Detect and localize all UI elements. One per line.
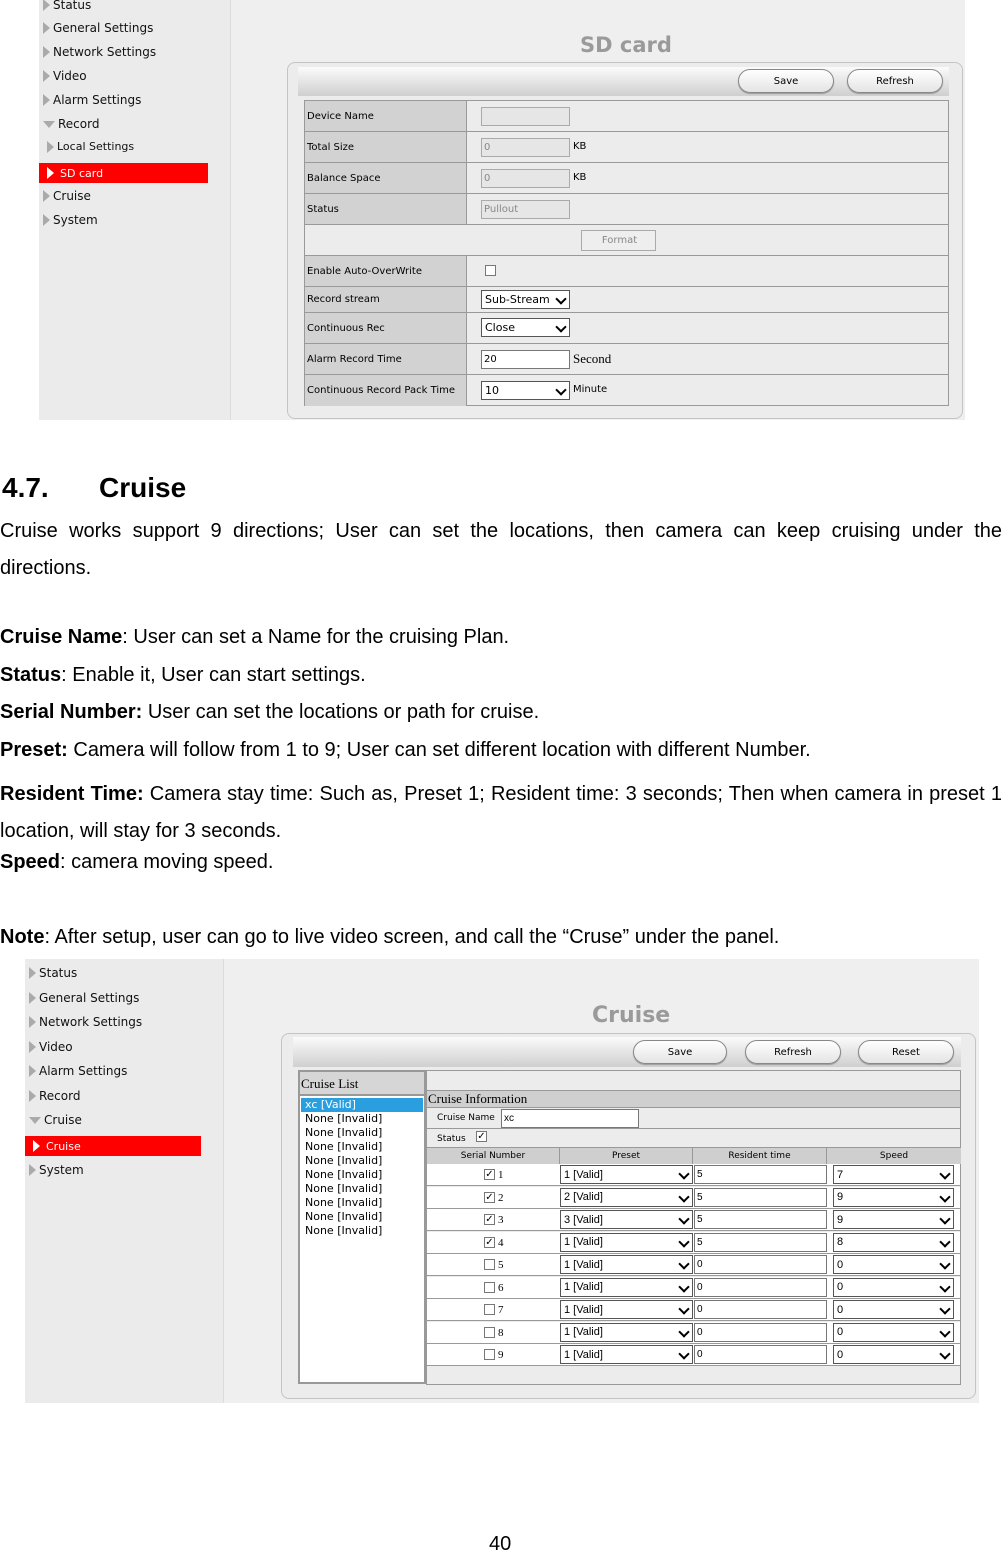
cruise-list-item[interactable]: None [Invalid] [305, 1154, 383, 1167]
term: Speed [0, 851, 61, 873]
term: Resident Time: [0, 783, 144, 805]
col-resident-time: Resident time [693, 1148, 827, 1164]
sidebar-item-record[interactable] [29, 1089, 80, 1103]
serial-number: 9 [498, 1349, 504, 1361]
total-size-field: 0 [481, 138, 570, 157]
speed-select[interactable]: 0 [833, 1300, 954, 1319]
row-record-stream [305, 287, 948, 313]
triangle-right-icon [29, 967, 36, 979]
unit: KB [573, 172, 587, 183]
serial-checkbox[interactable]: ✓ [485, 1191, 494, 1203]
triangle-down-icon [43, 121, 55, 128]
speed-select[interactable]: 0 [833, 1345, 954, 1364]
sidebar-item-system-label: System [53, 213, 98, 227]
sidebar-item-network-settings-label: Network Settings [39, 1015, 143, 1029]
label: Total Size [305, 132, 467, 162]
triangle-right-icon [43, 214, 50, 226]
row-device-name [305, 101, 948, 132]
sidebar-item-alarm-settings-label: Alarm Settings [53, 93, 142, 107]
desc: : After setup, user can go to live video screen, and call the “Cruse” under the panel. [44, 926, 780, 948]
cruise-info-title: Cruise Information [427, 1090, 960, 1108]
label: Record stream [305, 287, 467, 312]
sd-settings-table [304, 100, 949, 406]
serial-number: 2 [498, 1191, 504, 1204]
resident-time-input[interactable]: 5 [694, 1188, 827, 1207]
preset-select[interactable]: 1 [Valid] [560, 1300, 693, 1319]
cruise-list-items [301, 1098, 423, 1238]
auto-overwrite-checkbox[interactable] [485, 265, 496, 276]
cruise-list-item[interactable]: None [Invalid] [305, 1168, 383, 1181]
sidebar-item-cruise-label: Cruise [44, 1113, 82, 1127]
row-balance-space [305, 163, 948, 194]
resident-time-input[interactable]: 0 [694, 1323, 827, 1342]
sidebar-item-video[interactable] [29, 1040, 73, 1054]
device-name-field[interactable] [481, 107, 570, 126]
record-stream-select[interactable]: Sub-Stream [481, 290, 570, 309]
row-total-size [305, 132, 948, 163]
unit: KB [573, 141, 587, 152]
sidebar-item-general-settings[interactable] [43, 21, 153, 35]
sidebar-item-system[interactable] [43, 213, 98, 227]
speed-select[interactable]: 0 [833, 1323, 954, 1342]
speed-select[interactable]: 9 [833, 1210, 954, 1229]
sd-card-panel [287, 62, 963, 419]
preset-paragraph [0, 738, 1002, 762]
status-row [427, 1129, 960, 1148]
col-speed: Speed [827, 1148, 961, 1164]
cruise-list-item[interactable]: None [Invalid] [305, 1182, 383, 1195]
speed-select[interactable]: 0 [833, 1278, 954, 1297]
sidebar-item-alarm-settings[interactable] [29, 1064, 127, 1078]
cruise-table-row [427, 1277, 960, 1299]
speed-select[interactable]: 8 [833, 1233, 954, 1252]
sidebar-item-local-settings[interactable] [47, 140, 134, 153]
row-continuous-rec [305, 313, 948, 344]
cruise-name-paragraph [0, 625, 1002, 649]
page-title: SD card [580, 33, 672, 57]
cruise-list-item[interactable]: None [Invalid] [305, 1112, 383, 1125]
desc: Camera stay time: Such as, Preset 1; Resident time: 3 seconds; Then when camera in preset 1 location, will stay for 3 seconds. [0, 783, 1002, 842]
term: Cruise Name [0, 626, 123, 648]
preset-select[interactable]: 1 [Valid] [560, 1233, 693, 1252]
sidebar-item-general-settings-label: General Settings [53, 21, 154, 35]
triangle-right-icon [43, 0, 50, 11]
cruise-table-row [427, 1344, 960, 1366]
cruise-screenshot [25, 959, 979, 1403]
serial-checkbox[interactable] [484, 1282, 495, 1293]
resident-time-input[interactable]: 0 [694, 1300, 827, 1319]
cruise-info [426, 1070, 961, 1385]
label: Continuous Rec [305, 313, 467, 343]
serial-checkbox[interactable] [484, 1349, 495, 1360]
term: Status [0, 664, 62, 686]
triangle-right-icon [29, 1016, 36, 1028]
sidebar-item-sd-card[interactable] [39, 163, 208, 183]
cruise-table-row [427, 1254, 960, 1276]
toolbar [298, 67, 949, 96]
row-pack-time [305, 375, 948, 406]
sidebar [39, 0, 231, 420]
triangle-right-icon [29, 992, 36, 1004]
sidebar-item-network-settings[interactable] [29, 1015, 142, 1029]
desc: : User can set a Name for the cruising Plan. [122, 626, 510, 648]
sidebar-item-general-settings-label: General Settings [39, 991, 140, 1005]
desc: User can set the locations or path for cruise. [142, 701, 540, 723]
serial-checkbox[interactable]: ✓ [485, 1214, 494, 1225]
cruise-table-row [427, 1299, 960, 1321]
page-title: Cruise [592, 1003, 671, 1028]
sidebar-item-local-settings-label: Local Settings [57, 140, 135, 153]
status-field: Pullout [481, 200, 570, 219]
sidebar-item-network-settings[interactable] [43, 45, 156, 59]
page-number: 40 [489, 1533, 512, 1555]
serial-number: 4 [498, 1236, 504, 1249]
save-button[interactable]: Save [738, 69, 834, 93]
sidebar-item-cruise-selected[interactable] [25, 1136, 201, 1156]
cruise-table-row [427, 1209, 960, 1231]
section-heading [2, 472, 187, 504]
refresh-button[interactable]: Refresh [847, 69, 943, 93]
resident-time-input[interactable]: 0 [694, 1255, 827, 1274]
toolbar [293, 1037, 961, 1067]
label: Continuous Record Pack Time [305, 375, 467, 406]
desc: : Enable it, User can start settings. [61, 664, 366, 686]
label: Alarm Record Time [305, 344, 467, 374]
status-checkbox[interactable]: ✓ [477, 1131, 486, 1142]
resident-time-input[interactable]: 0 [694, 1345, 827, 1364]
col-serial-number: Serial Number [427, 1148, 560, 1164]
sidebar-item-video-label: Video [39, 1040, 73, 1054]
sidebar-item-cruise-selected-label: Cruise [46, 1139, 81, 1153]
section-title: Cruise [99, 472, 187, 503]
serial-checkbox[interactable] [484, 1259, 495, 1270]
preset-select[interactable]: 1 [Valid] [560, 1165, 693, 1184]
serial-number: 6 [498, 1281, 504, 1294]
sidebar-item-network-settings-label: Network Settings [53, 45, 157, 59]
triangle-right-icon [29, 1164, 36, 1176]
save-button[interactable]: Save [633, 1040, 727, 1064]
cruise-table [427, 1148, 960, 1366]
preset-select[interactable]: 2 [Valid] [560, 1188, 693, 1207]
sidebar-item-cruise-label: Cruise [53, 189, 91, 203]
speed-select[interactable]: 9 [833, 1188, 954, 1207]
label: Enable Auto-OverWrite [305, 256, 467, 286]
row-auto-overwrite [305, 256, 948, 287]
sidebar-item-status[interactable] [29, 966, 77, 980]
label: Device Name [305, 101, 467, 131]
triangle-down-icon [29, 1117, 41, 1124]
serial-number: 7 [498, 1304, 504, 1316]
sidebar-item-alarm-settings-label: Alarm Settings [39, 1064, 128, 1078]
resident-time-input[interactable]: 5 [694, 1210, 827, 1229]
triangle-right-icon [43, 70, 50, 82]
status-label: Status [437, 1134, 466, 1144]
triangle-right-icon [47, 141, 54, 153]
sidebar-item-video[interactable] [43, 69, 87, 83]
cruise-list-title: Cruise List [300, 1072, 424, 1096]
serial-checkbox[interactable]: ✓ [485, 1236, 494, 1248]
preset-select[interactable]: 3 [Valid] [560, 1210, 693, 1229]
cruise-table-row [427, 1164, 960, 1186]
sidebar-item-cruise[interactable] [29, 1113, 82, 1127]
triangle-right-icon [29, 1065, 36, 1077]
speed-select[interactable]: 0 [833, 1255, 954, 1274]
pack-time-select[interactable]: 10 [481, 381, 570, 400]
sidebar-item-sd-card-label: SD card [60, 166, 104, 180]
sidebar [25, 959, 224, 1403]
serial-checkbox[interactable] [484, 1327, 495, 1338]
sidebar-item-alarm-settings[interactable] [43, 93, 141, 107]
refresh-button[interactable]: Refresh [745, 1040, 841, 1064]
col-preset: Preset [560, 1148, 693, 1164]
triangle-icon [47, 167, 54, 179]
label: Balance Space [305, 163, 467, 193]
reset-button[interactable]: Reset [858, 1040, 954, 1064]
resident-time-input[interactable]: 5 [694, 1233, 827, 1252]
triangle-icon [33, 1140, 40, 1152]
sidebar-item-status-label: Status [53, 0, 92, 12]
row-status [305, 194, 948, 225]
row-format [305, 225, 948, 256]
sd-card-screenshot [39, 0, 965, 420]
resident-time-input[interactable]: 0 [694, 1278, 827, 1297]
unit: Second [573, 351, 612, 366]
triangle-right-icon [29, 1041, 36, 1053]
cruise-name-label: Cruise Name [437, 1113, 495, 1123]
serial-checkbox[interactable] [484, 1304, 495, 1315]
format-button[interactable]: Format [581, 230, 656, 251]
cruise-list-item[interactable]: None [Invalid] [305, 1196, 383, 1209]
sidebar-item-status[interactable] [43, 0, 91, 12]
speed-select[interactable]: 7 [833, 1165, 954, 1184]
triangle-right-icon [43, 46, 50, 58]
triangle-right-icon [43, 94, 50, 106]
resident-paragraph [0, 776, 1002, 850]
unit: Minute [573, 384, 608, 395]
preset-select[interactable]: 1 [Valid] [560, 1278, 693, 1297]
continuous-rec-select[interactable]: Close [481, 318, 570, 337]
triangle-right-icon [43, 190, 50, 202]
cruise-name-row [427, 1108, 960, 1129]
sidebar-item-general-settings[interactable] [29, 991, 139, 1005]
serial-number: 3 [498, 1214, 504, 1226]
status-paragraph [0, 663, 1002, 687]
intro-paragraph [0, 513, 1002, 587]
preset-select[interactable]: 1 [Valid] [560, 1323, 693, 1342]
section-number: 4.7. [2, 472, 49, 503]
sidebar-item-system[interactable] [29, 1163, 84, 1177]
term: Note [0, 926, 45, 948]
preset-select[interactable]: 1 [Valid] [560, 1345, 693, 1364]
desc: Camera will follow from 1 to 9; User can set different location with different Number. [67, 739, 811, 761]
cruise-table-row [427, 1322, 960, 1344]
serial-checkbox[interactable]: ✓ [485, 1169, 494, 1180]
cruise-panel [281, 1033, 976, 1399]
speed-paragraph [0, 850, 1002, 874]
sidebar-item-cruise[interactable] [43, 189, 91, 203]
label: Status [305, 194, 467, 224]
preset-select[interactable]: 1 [Valid] [560, 1255, 693, 1274]
desc: : camera moving speed. [60, 851, 274, 873]
cruise-list-item[interactable]: xc [Valid] [301, 1098, 423, 1112]
sidebar-item-status-label: Status [39, 966, 78, 980]
sidebar-item-record-label: Record [58, 117, 100, 131]
serial-number: 5 [498, 1259, 504, 1271]
alarm-record-time-input[interactable]: 20 [481, 350, 570, 369]
term: Serial Number: [0, 701, 143, 723]
triangle-right-icon [43, 22, 50, 34]
cruise-list-item[interactable]: None [Invalid] [305, 1224, 383, 1237]
cruise-table-row [427, 1187, 960, 1209]
cruise-list-item[interactable]: None [Invalid] [305, 1210, 383, 1223]
intro-text: Cruise works support 9 directions; User can set the locations, then camera can keep cruising under the directions. [0, 520, 1002, 579]
balance-space-field: 0 [481, 169, 570, 188]
resident-time-input[interactable]: 5 [694, 1165, 827, 1184]
cruise-name-input[interactable]: xc [501, 1109, 639, 1128]
serial-number: 8 [498, 1326, 504, 1339]
cruise-list-item[interactable]: None [Invalid] [305, 1126, 383, 1139]
serial-paragraph [0, 700, 1002, 724]
triangle-right-icon [29, 1090, 36, 1102]
sidebar-item-record-label: Record [39, 1089, 81, 1103]
cruise-table-row [427, 1232, 960, 1254]
sidebar-item-video-label: Video [53, 69, 87, 83]
term: Preset: [0, 739, 68, 761]
cruise-list-item[interactable]: None [Invalid] [305, 1140, 383, 1153]
cruise-list [298, 1070, 426, 1384]
sidebar-item-system-label: System [39, 1163, 84, 1177]
row-alarm-record-time [305, 344, 948, 375]
serial-number: 1 [498, 1169, 504, 1181]
note-paragraph [0, 925, 1002, 949]
sidebar-item-record[interactable] [43, 117, 99, 131]
